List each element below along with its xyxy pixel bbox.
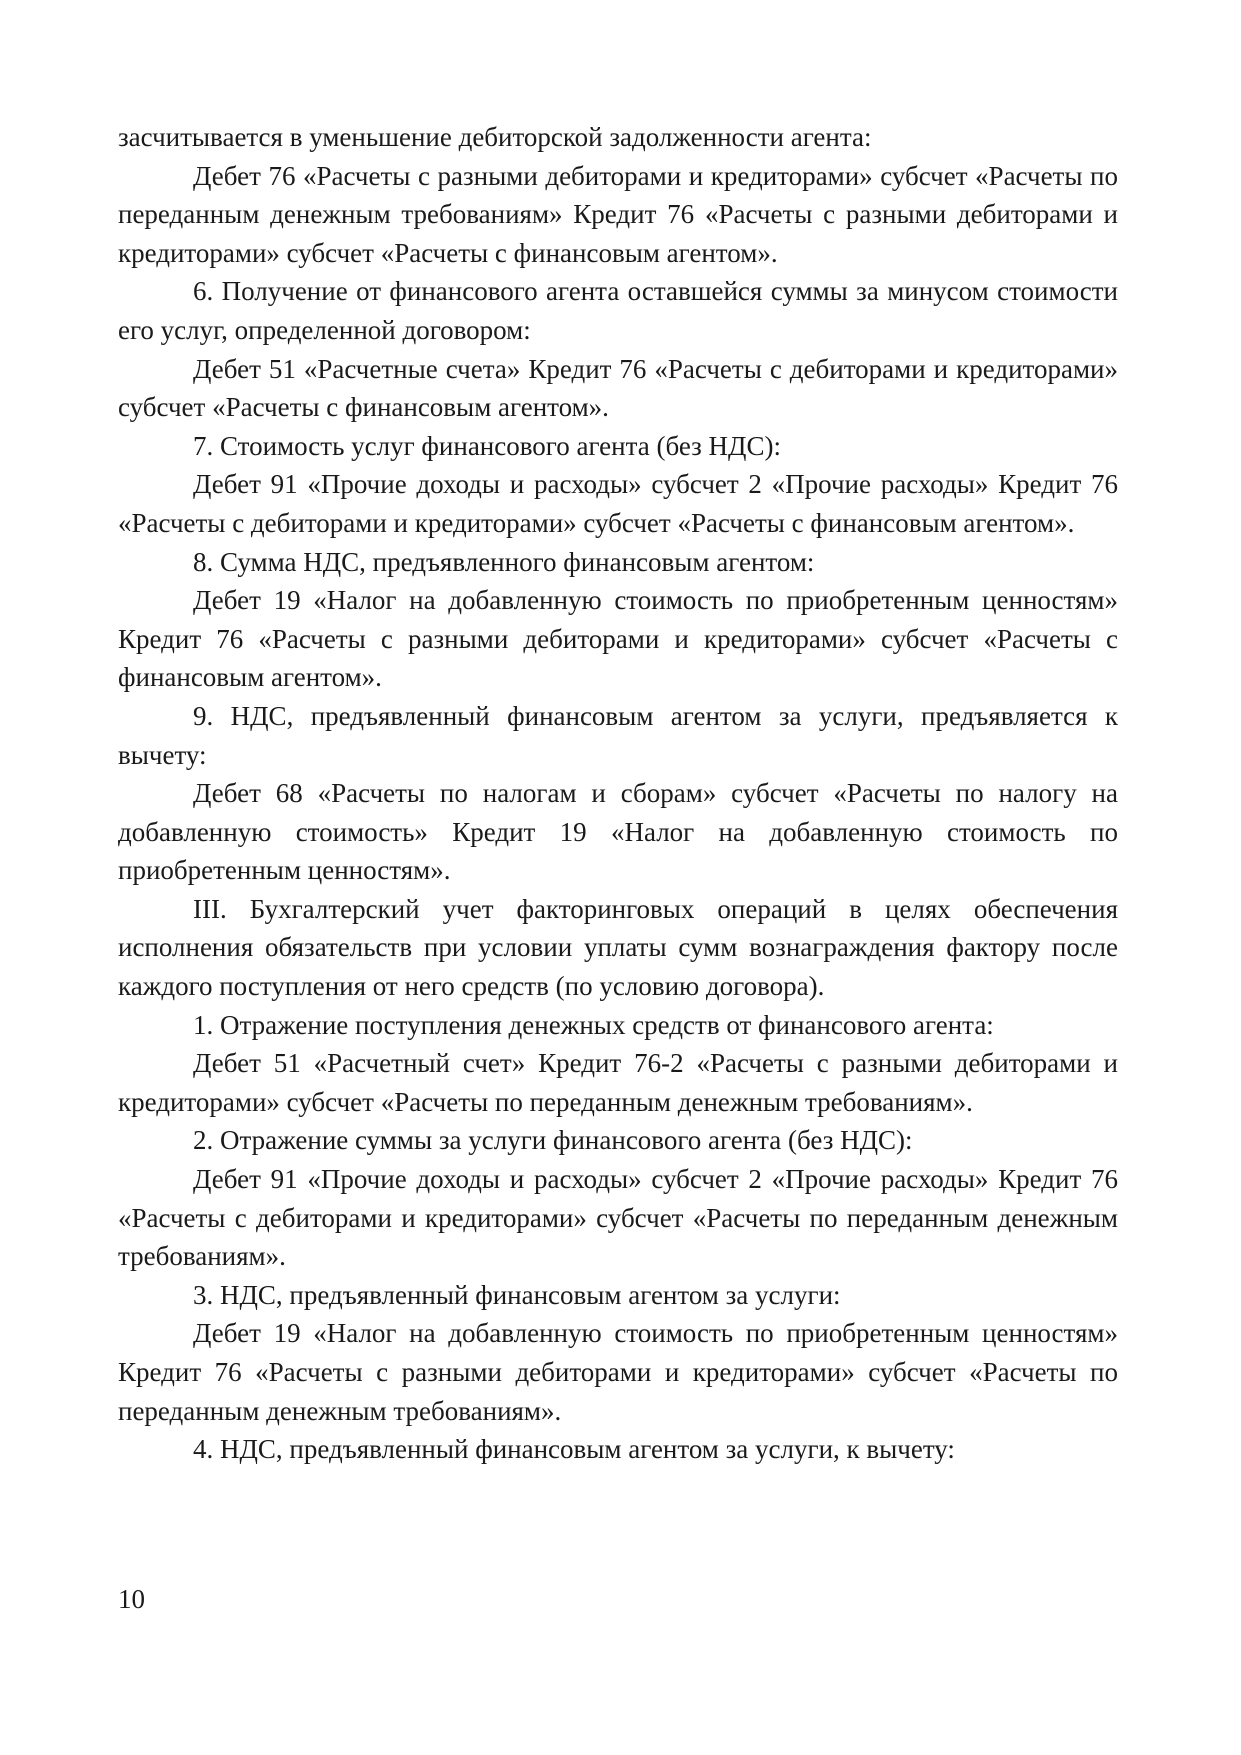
paragraph: Дебет 91 «Прочие доходы и расходы» субсчет 2 «Прочие расходы» Кредит 76 «Расчеты с дебиторами и кредиторами» субсчет «Расчеты с финансовым агентом». — [118, 469, 1118, 538]
paragraph: 9. НДС, предъявленный финансовым агентом за услуги, предъявляется к вычету: — [118, 700, 1118, 770]
paragraph: Дебет 19 «Налог на добавленную стоимость по приобретенным ценностям» Кредит 76 «Расчеты с разными дебиторами и кредиторами» субсчет «Расчеты с финансовым агентом». — [118, 585, 1118, 693]
paragraph: 2. Отражение суммы за услуги финансового агента (без НДС): — [193, 1125, 913, 1156]
paragraph: 1. Отражение поступления денежных средств от финансового агента: — [193, 1009, 994, 1040]
paragraph: Дебет 76 «Расчеты с разными дебиторами и кредиторами» субсчет «Расчеты по переданным денежным требованиям» Кредит 76 «Расчеты с разными дебиторами и кредиторами» субсчет «Расчеты с финансовым агентом». — [118, 160, 1118, 268]
paragraph: засчитывается в уменьшение дебиторской задолженности агента: — [118, 122, 872, 152]
paragraph: 7. Стоимость услуг финансового агента (без НДС): — [193, 430, 781, 461]
body-text — [118, 118, 1118, 1469]
paragraph: Дебет 51 «Расчетный счет» Кредит 76-2 «Расчеты с разными дебиторами и кредиторами» субсчет «Расчеты по переданным денежным требованиям». — [118, 1048, 1118, 1117]
paragraph: 4. НДС, предъявленный финансовым агентом за услуги, к вычету: — [193, 1434, 955, 1465]
paragraph: Дебет 68 «Расчеты по налогам и сборам» субсчет «Расчеты по налогу на добавленную стоимость» Кредит 19 «Налог на добавленную стоимость по приобретенным ценностям». — [118, 778, 1118, 886]
paragraph: 8. Сумма НДС, предъявленного финансовым агентом: — [193, 546, 815, 577]
section-heading-paragraph: III. Бухгалтерский учет факторинговых операций в целях обеспечения исполнения обязательств при условии уплаты сумм вознаграждения фактору после каждого поступления от него средств (по условию договора). — [118, 893, 1118, 1002]
paragraph: Дебет 51 «Расчетные счета» Кредит 76 «Расчеты с дебиторами и кредиторами» субсчет «Расчеты с финансовым агентом». — [118, 353, 1118, 423]
paragraph: Дебет 19 «Налог на добавленную стоимость по приобретенным ценностям» Кредит 76 «Расчеты с разными дебиторами и кредиторами» субсчет «Расчеты по переданным денежным требованиям». — [118, 1318, 1118, 1426]
paragraph: 6. Получение от финансового агента оставшейся суммы за минусом стоимости его услуг, определенной договором: — [118, 276, 1118, 345]
paragraph: Дебет 91 «Прочие доходы и расходы» субсчет 2 «Прочие расходы» Кредит 76 «Расчеты с дебиторами и кредиторами» субсчет «Расчеты по переданным денежным требованиям». — [118, 1164, 1118, 1272]
paragraph: 3. НДС, предъявленный финансовым агентом за услуги: — [193, 1279, 841, 1310]
page-number: 10 — [118, 1584, 145, 1614]
